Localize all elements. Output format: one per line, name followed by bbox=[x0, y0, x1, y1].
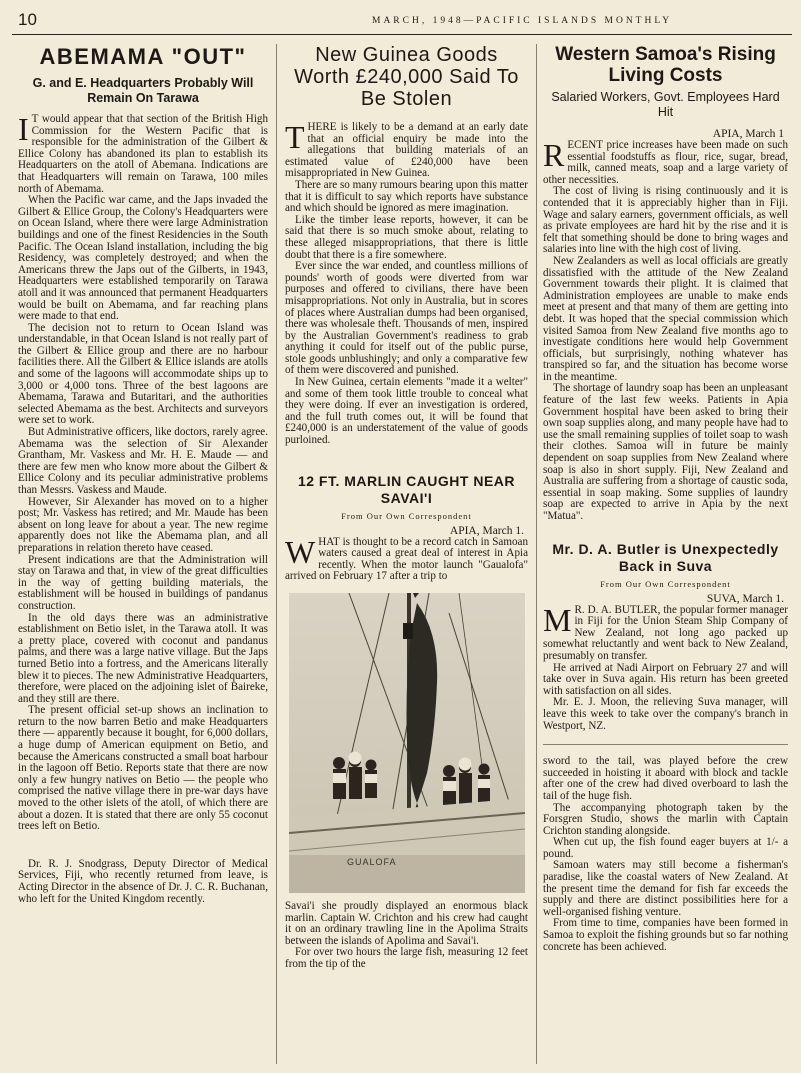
headline-new-guinea: New Guinea Goods Worth £240,000 Said To Be Stolen bbox=[294, 44, 519, 110]
headline-marlin: 12 FT. MARLIN CAUGHT NEAR SAVAI'I bbox=[297, 472, 516, 506]
byline-marlin: From Our Own Correspondent bbox=[341, 510, 472, 521]
column-rule-1 bbox=[276, 44, 277, 1064]
article-paragraph: I T would appear that that section of the British High Commission for the Western Pacific that is responsible for the administration of the Gilbert & Ellice Colony has abandoned its plan to establish its Headquarters on the atoll of Abemana. Indications are that Headquarters will remain on Tarawa, 100 miles north of Abemama. bbox=[18, 111, 268, 195]
drop-cap: M bbox=[543, 601, 572, 638]
headline-butler: Mr. D. A. Butler is Unexpectedly Back in Suva bbox=[552, 540, 779, 574]
deck-samoa: Salaried Workers, Govt. Employees Hard Hit bbox=[551, 90, 780, 119]
article-paragraph: Mr. E. J. Moon, the relieving Suva manager, will leave this week to take over the company's branch in Westport, NZ. bbox=[543, 696, 788, 732]
article-paragraph: When the Pacific war came, and the Japs invaded the Gilbert & Ellice Group, the Colony's Headquarters were on Ocean Island, where there were large Administration buildings and one of the finest Residencies in the South Pacific. The Ocean Island installation, including the big Residency, was completely destroyed; and when the Americans threw the Japs out of the Gilberts, in 1943, Headquarters were established temporarily on Tarawa atoll and it was announced that permanent Headquarters would be built on Abemama, and far reaching plans were made to that end. bbox=[18, 194, 268, 323]
article-paragraph: Ever since the war ended, and countless millions of pounds' worth of goods were diverted from war purposes and offered to civilians, there have been misappropriations. Not only in Australia, but in scores of places where Australian dumps had been organised, there was wholesale theft. Thousands of men, inspired by the Australian Government's readiness to grab anything it could for itself out of the public purse, stole goods unblushingly; and only a comparative few of them were discovered and punished. bbox=[285, 260, 528, 377]
article-paragraph: New Zealanders as well as local officials are greatly dissatisfied with the attitude of the New Zealand Government towards their plight. It is claimed that Administration employees are unable to make ends meet at present and that many of them are getting into debt. It was hoped that the special commission which visited Samoa from New Zealand five months ago to investigate conditions here would help Government officials, but surprisingly, nothing whatever has transpired so far, and the situation has become worse in the meantime. bbox=[543, 254, 788, 383]
article-paragraph: RECENT price increases have been made on such essential foodstuffs as flour, rice, sugar, bread, milk, canned meats, soap and a large variety of other necessities. bbox=[543, 137, 788, 186]
column-samoa bbox=[543, 44, 788, 953]
article-paragraph: There are so many rumours bearing upon this matter that it is difficult to say which reports have substance and which should be ignored as mere imagination. bbox=[285, 178, 528, 215]
article-paragraph: Samoan waters may still become a fisherman's paradise, like the coastal waters of New Zealand. At the present time the demand for fish far exceeds the supply and there are distinct possibilities here for a well-organised fishing venture. bbox=[543, 859, 788, 918]
article-paragraph: The cost of living is rising continuously and it is contended that it is appreciably higher than in Fiji. Wage and salary earners, government officials, as well as private employees are hard hit by the rise and it is felt that something should be done to bring wages and salaries into line with the high cost of living. bbox=[543, 185, 788, 256]
running-title: MARCH, 1948—PACIFIC ISLANDS MONTHLY bbox=[372, 16, 673, 26]
article-paragraph: From time to time, companies have been formed in Samoa to exploit the fishing grounds but so far nothing concrete has been achieved. bbox=[543, 917, 788, 953]
page-header bbox=[12, 10, 792, 35]
headline-samoa: Western Samoa's Rising Living Costs bbox=[555, 44, 776, 86]
article-paragraph: The decision not to return to Ocean Island was understandable, in that Ocean Island is not really part of the Gilbert & Ellice group and there are no harbour facilities there. All the Gilbert & Ellice islands are atolls and some of the lagoons will accommodate ships up to 3,000 or 4,000 tons. Three of the best lagoons are Abemama, Tarawa and Butaritari, and the authorities selected Abemama as the best. Architects and surveyors were set to work. bbox=[18, 321, 268, 427]
page-number: 10 bbox=[18, 10, 37, 29]
article-paragraph: WHAT is thought to be a record catch in Samoan waters caused a great deal of interest in Apia recently. When the motor launch "Gaualofa" arrived on February 17 after a trip to bbox=[285, 533, 528, 583]
article-paragraph: sword to the tail, was played before the crew succeeded in hoisting it aboard with block and tackle after one of the crew had dived overboard to lash the tail of the huge fish. bbox=[543, 755, 788, 802]
column-rule-2 bbox=[536, 44, 537, 1064]
article-paragraph: When cut up, the fish found eager buyers at 1/- a pound. bbox=[543, 836, 788, 860]
marlin-photo bbox=[289, 593, 525, 893]
article-paragraph: M R. D. A. BUTLER, the popular former manager in Fiji for the Union Steam Ship Company of New Zealand, not long ago packed up somewhat reluctantly and went back to New Zealand, presumably on transfer. bbox=[543, 601, 788, 662]
drop-cap: R bbox=[543, 137, 565, 173]
article-paragraph: In New Guinea, certain elements "made it a welter" and some of them took little trouble to conceal what they were doing. If ever an investigation is ordered, and the full truth comes out, it will be found that £240,000 is an understatement of the value of goods purloined. bbox=[285, 376, 528, 447]
dateline-marlin: APIA, March 1. bbox=[449, 524, 524, 537]
column-new-guinea bbox=[285, 44, 528, 971]
section-divider bbox=[543, 744, 788, 746]
drop-cap: I bbox=[18, 111, 29, 147]
photo-boat-name: GUALOFA bbox=[347, 857, 397, 867]
drop-cap: T bbox=[285, 119, 305, 155]
article-paragraph: The present official set-up shows an inclination to return to the now barren Betio and make Headquarters there — apparently because it bought, for 6,000 dollars, a huge dump of American equipment on Betio, and because the Americans constructed a small boat harbour in the lagoon off Betio. Reports state that there are now only a few hungry natives on Betio — the people who comprised the native village there in pre-war days have moved to the other islets of the atoll, of which there are about a dozen. It is stated that there are only 55 coconut trees left on Betio. bbox=[18, 704, 268, 833]
article-paragraph: Like the timber lease reports, however, it can be said that there is so much smoke about, relating to these alleged misappropriations, that there is little doubt that there is a fire somewhere. bbox=[285, 213, 528, 261]
article-paragraph: The shortage of laundry soap has been an unpleasant feature of the last few weeks. Patients in Apia Government hospital have been asked to bring their own soap supplies along, and many people have had to use the small remaining supplies of toilet soap to wash their clothes. Samoa will in future be mainly dependent on soap supplies from New Zealand where soap is also in short supply. Fiji, New Zealand and Australia are suffering from a shortage of caustic soda, essential in soap making. Some supplies of laundry soap are expected to arrive in Apia by the next "Matua". bbox=[543, 382, 788, 522]
article-paragraph: However, Sir Alexander has moved on to a higher post; Mr. Vaskess has retired; and Mr. Maude has been absent on long leave for about a year. The new regime apparently does not like the Abemama plan, and all preparations in relation thereto have ceased. bbox=[18, 495, 268, 554]
byline-butler: From Our Own Correspondent bbox=[600, 578, 731, 589]
article-paragraph: In the old days there was an administrative establishment on Betio islet, in the Tarawa atoll. It was a pretty place, covered with coconut and pandanus palms, and there was a large native village. But the Japs turned Betio into a fortress, and the Americans literally blew it to pieces. The new Administrative Headquarters, therefore, were placed on the adjoining islet of Baireke, and they still are there. bbox=[18, 611, 268, 705]
article-paragraph: He arrived at Nadi Airport on February 27 and will take over in Suva again. His return has been greeted with satisfaction on all sides. bbox=[543, 661, 788, 697]
dateline-samoa: APIA, March 1 bbox=[712, 128, 784, 140]
article-paragraph: THERE is likely to be a demand at an early date that an official enquiry be made into the allegations that building materials of an estimated value of £240,000 have been misappropriated in New Guinea. bbox=[285, 119, 528, 180]
article-paragraph: Savai'i she proudly displayed an enormous black marlin. Captain W. Crichton and his crew had caught it on an ordinary trawling line in the Apolima Straits between the islands of Apolima and Savai'i. bbox=[285, 900, 528, 947]
note-paragraph: Dr. R. J. Snodgrass, Deputy Director of Medical Services, Fiji, who recently returned from leave, is Acting Director in the absence of Dr. J. C. R. Buchanan, who left for the United Kingdom recently. bbox=[18, 857, 268, 905]
article-paragraph: The accompanying photograph taken by the Forsgren Studio, shows the marlin with Captain Crichton standing alongside. bbox=[543, 801, 788, 837]
column-abemama bbox=[18, 44, 268, 905]
drop-cap: W bbox=[285, 533, 316, 570]
marlin-photo-image bbox=[289, 593, 525, 893]
headline-abemama: ABEMAMA "OUT" bbox=[39, 44, 247, 69]
snodgrass-note bbox=[18, 859, 268, 905]
deck-abemama: G. and E. Headquarters Probably Will Remain On Tarawa bbox=[32, 76, 254, 105]
dateline-butler: SUVA, March 1. bbox=[706, 592, 784, 605]
article-paragraph: For over two hours the large fish, measuring 12 feet from the tip of the bbox=[285, 946, 528, 970]
article-paragraph: But Administrative officers, like doctors, rarely agree. Abemama was the selection of Sir Alexander Grantham, Mr. Vaskess and Mr. H. E. Maude — and there are few men who know more about the Gilbert & Ellice Colony and its peculiar administrative problems than Messrs. Vaskess and Maude. bbox=[18, 426, 268, 496]
article-paragraph: Present indications are that the Administration will stay on Tarawa and that, in view of the great difficulties in the way of getting building materials, the establishment will be housed in buildings of pandanus construction. bbox=[18, 553, 268, 612]
